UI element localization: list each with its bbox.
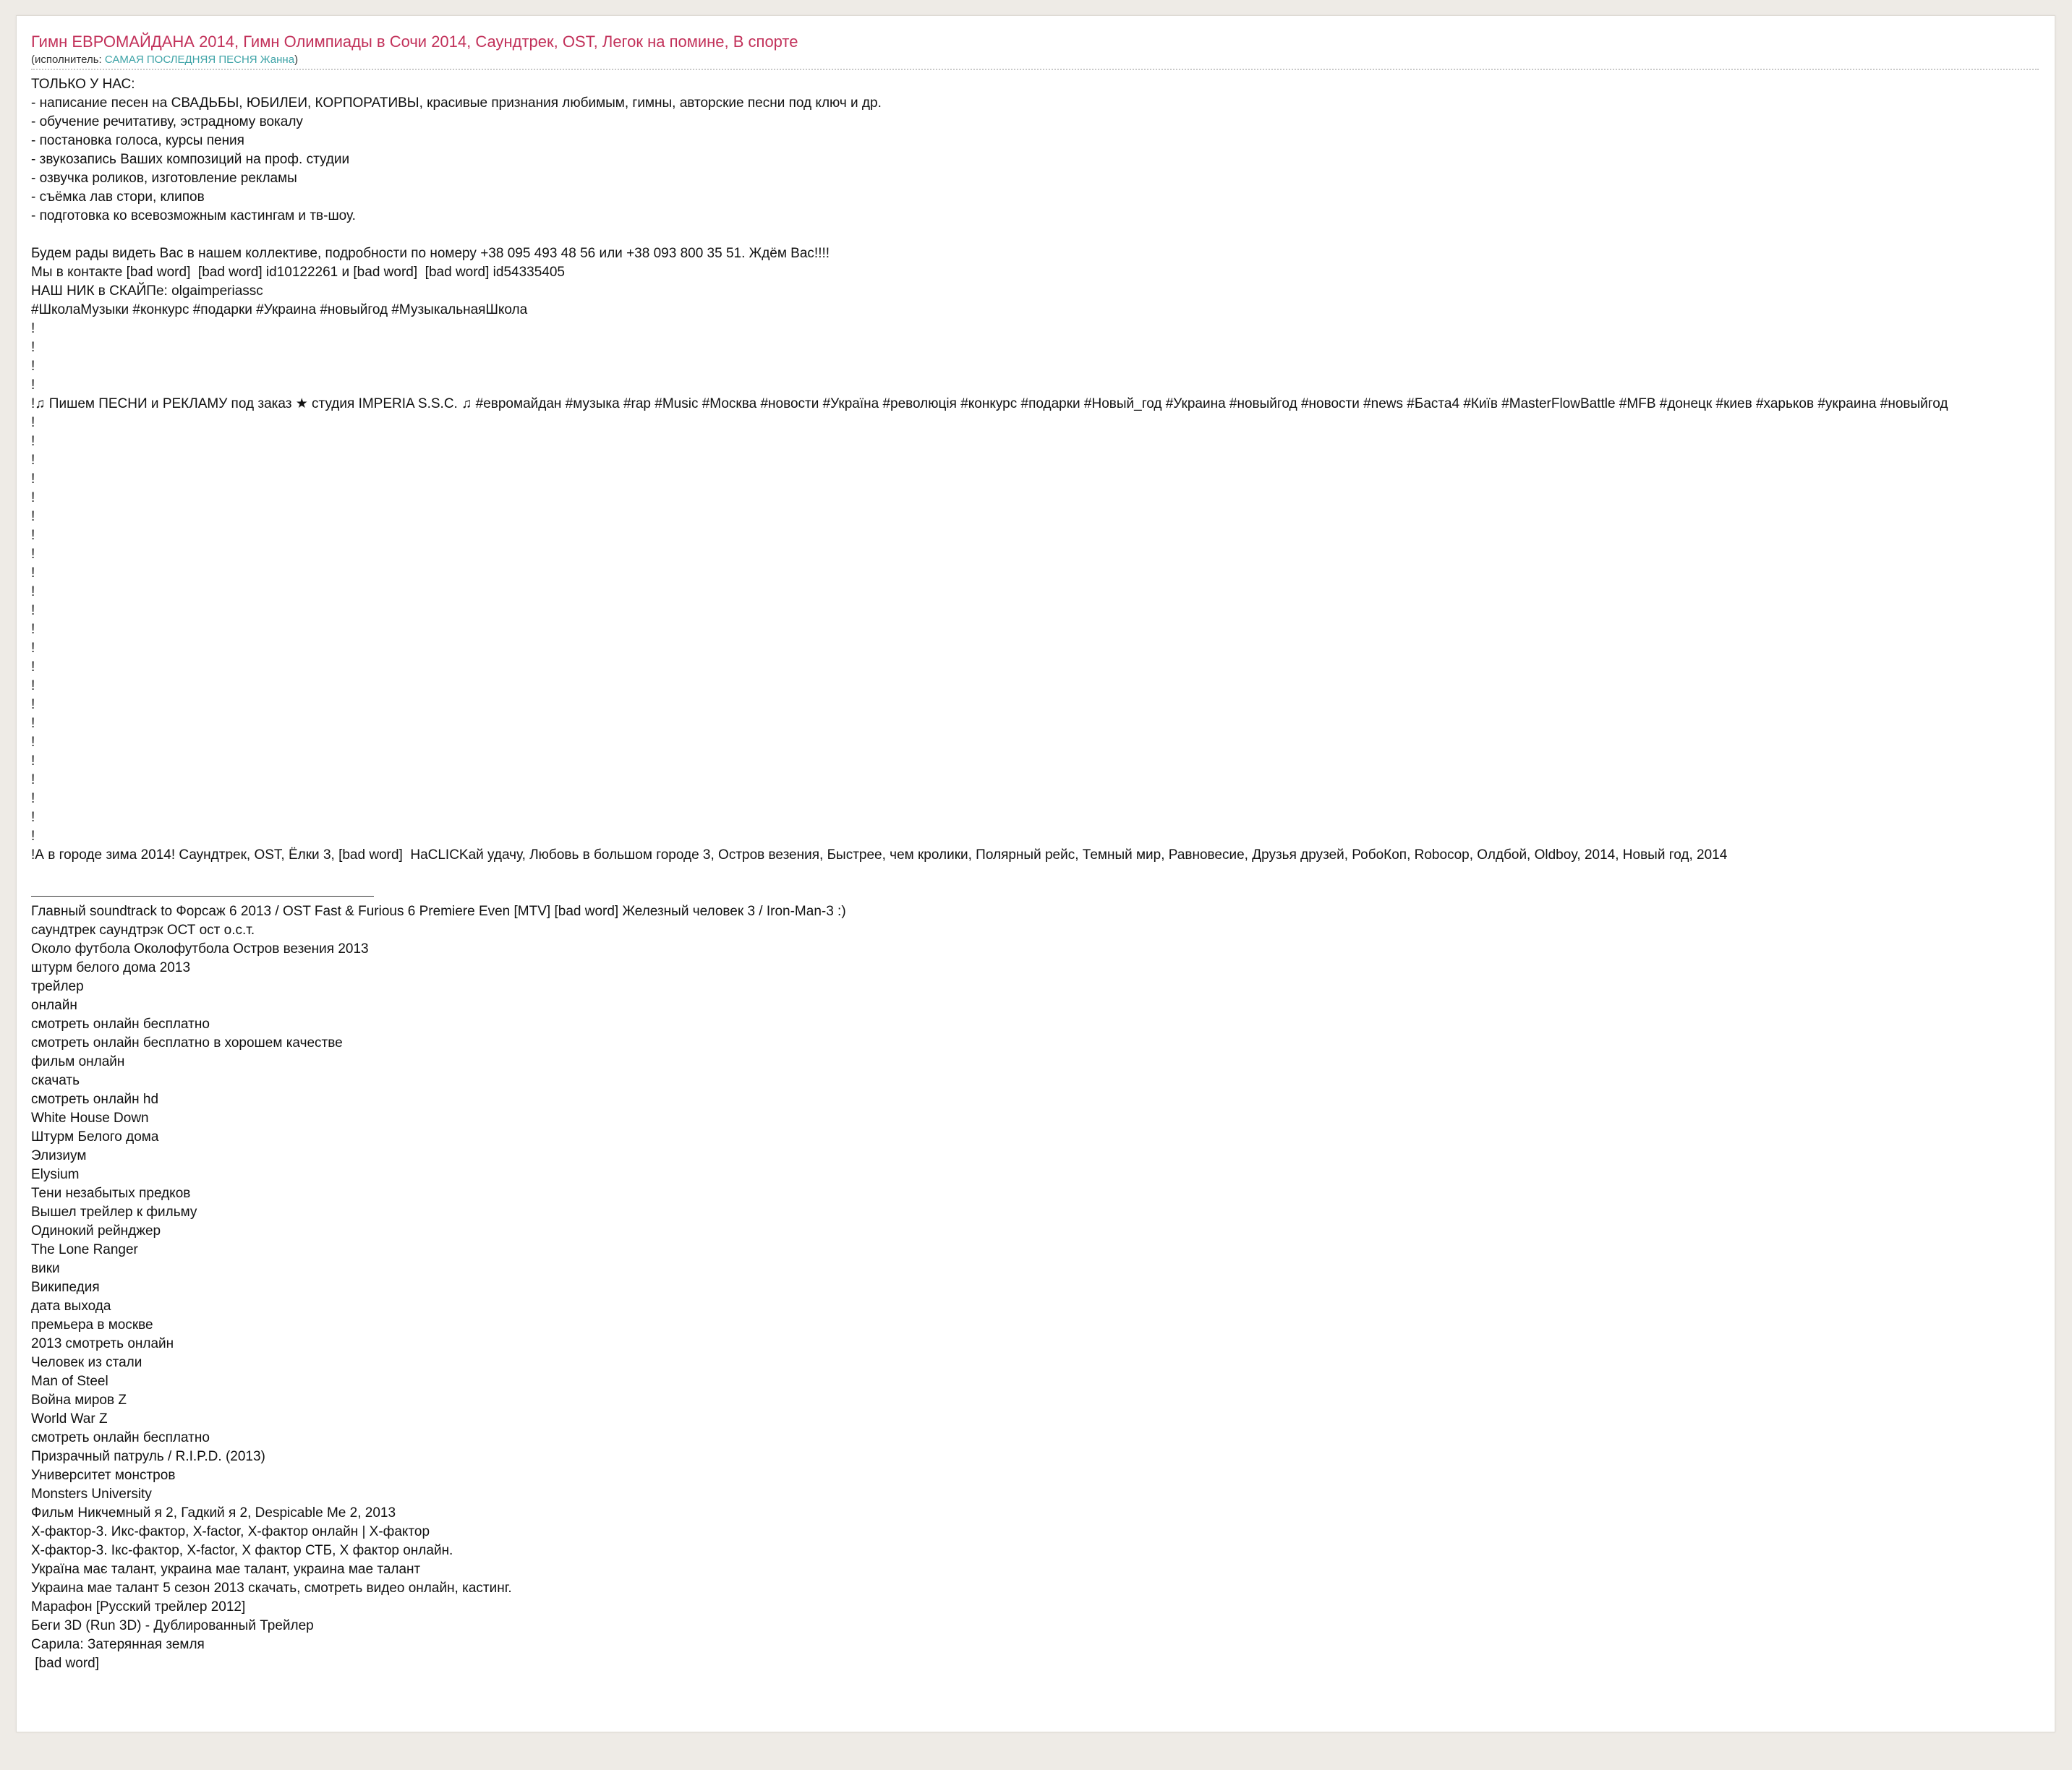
body-text-line (31, 865, 2055, 884)
body-text-line: ! (31, 490, 35, 505)
body-text-line: - постановка голоса, курсы пения (31, 133, 244, 148)
post-header (31, 31, 2039, 70)
body-text-line: Elysium (31, 1167, 80, 1182)
body-text-line: Около футбола Околофутбола Остров везения 2013 (31, 941, 369, 957)
body-text-line: ! (31, 528, 35, 543)
body-text-line: Україна має талант, украина мае талант, украина мае талант (31, 1562, 421, 1577)
body-text-line: - обучение речитативу, эстрадному вокалу (31, 114, 303, 129)
body-text-line: Штурм Белого дома (31, 1129, 159, 1145)
body-text-line: ! (31, 678, 35, 693)
body-text-line: Главный soundtrack to Форсаж 6 2013 / OST Fast & Furious 6 Premiere Even [MTV] [bad word] Железный человек 3 / Iron-Man-3 :) (31, 904, 846, 919)
performer-prefix: (исполнитель: (31, 54, 105, 66)
body-text-line: ! (31, 641, 35, 656)
body-text-line: ! (31, 340, 35, 355)
body-text-line: ! (31, 829, 35, 844)
body-text-line: штурм белого дома 2013 (31, 960, 191, 975)
post-title: Гимн ЕВРОМАЙДАНА 2014, Гимн Олимпиады в Сочи 2014, Саундтрек, OST, Легок на помине, В спорте (31, 33, 798, 51)
body-text-line: смотреть онлайн бесплатно в хорошем качестве (31, 1035, 343, 1051)
body-text-line: [bad word] (31, 1656, 99, 1671)
body-text-line: Война миров Z (31, 1393, 127, 1408)
body-text-line: ! (31, 509, 35, 524)
post-card (16, 15, 2055, 1732)
body-text-line: НАШ НИК в СКАЙПе: olgaimperiassc (31, 283, 263, 299)
body-text-line: ! (31, 603, 35, 618)
post-body (31, 75, 2055, 1673)
body-text-line: ! (31, 622, 35, 637)
body-text-line: Беги 3D (Run 3D) - Дублированный Трейлер (31, 1618, 314, 1633)
body-text-line: !А в городе зима 2014! Саундтрек, OST, Ёлки 3, [bad word] НаCLICKай удачу, Любовь в большом городе 3, Остров везения, Быстрее, чем кролики, Полярный рейс, Темный мир, Равновесие, Друзья друзей, РобоКоп, Robocop, Олдбой, Oldboy, 2014, Новый год, 2014 (31, 847, 1728, 863)
body-text-line: Фильм Никчемный я 2, Гадкий я 2, Despicable Me 2, 2013 (31, 1505, 396, 1521)
body-text-line (31, 226, 2055, 244)
body-text-line: Будем рады видеть Вас в нашем коллективе, подробности по номеру +38 095 493 48 56 или +38 093 800 35 51. Ждём Вас!!!! (31, 246, 830, 261)
underscore-divider (31, 884, 374, 897)
body-text-line: - написание песен на СВАДЬБЫ, ЮБИЛЕИ, КОРПОРАТИВЫ, красивые признания любимым, гимны, авторские песни под ключ и др. (31, 95, 882, 111)
body-text-line: смотреть онлайн бесплатно (31, 1017, 210, 1032)
separator-line (31, 884, 2055, 902)
body-text-line: ! (31, 716, 35, 731)
body-text-line: Х-фактор-3. Ікс-фактор, X-factor, Х фактор СТБ, Х фактор онлайн. (31, 1543, 453, 1558)
body-text-line: ! (31, 772, 35, 787)
body-text-line: - съёмка лав стори, клипов (31, 189, 205, 205)
body-text-line: Вышел трейлер к фильму (31, 1205, 197, 1220)
body-text-line: фильм онлайн (31, 1054, 125, 1069)
body-text-line: ! (31, 434, 35, 449)
body-text-line: Призрачный патруль / R.I.P.D. (2013) (31, 1449, 265, 1464)
body-text-line: ! (31, 547, 35, 562)
body-text-line: саундтрек саундтрэк ОСТ ост о.с.т. (31, 923, 255, 938)
body-text-line: Сарила: Затерянная земля (31, 1637, 205, 1652)
performer-suffix: ) (294, 54, 299, 66)
body-text-line: ! (31, 697, 35, 712)
body-text-line: премьера в москве (31, 1317, 153, 1333)
body-text-line: - звукозапись Ваших композиций на проф. студии (31, 152, 350, 167)
body-text-line: скачать (31, 1073, 80, 1088)
body-text-line: ! (31, 565, 35, 581)
body-text-line: 2013 смотреть онлайн (31, 1336, 174, 1351)
body-text-line: - озвучка роликов, изготовление рекламы (31, 171, 297, 186)
body-text-line: Украина мае талант 5 сезон 2013 скачать, смотреть видео онлайн, кастинг. (31, 1581, 512, 1596)
body-text-line: White House Down (31, 1111, 149, 1126)
body-text-line: ! (31, 753, 35, 769)
body-text-line: Элизиум (31, 1148, 87, 1163)
body-text-line: трейлер (31, 979, 84, 994)
body-text-line: ! (31, 453, 35, 468)
body-text-line: Человек из стали (31, 1355, 142, 1370)
performer-line (31, 53, 2039, 67)
body-text-line: ! (31, 584, 35, 599)
body-text-line: ! (31, 659, 35, 675)
body-text-line: Х-фактор-3. Икс-фактор, X-factor, Х-фактор онлайн | Х-фактор (31, 1524, 430, 1539)
body-text-line: Университет монстров (31, 1468, 176, 1483)
body-text-line: Monsters University (31, 1487, 152, 1502)
body-text-line: Мы в контакте [bad word] [bad word] id10122261 и [bad word] [bad word] id54335405 (31, 265, 566, 280)
body-text-line: World War Z (31, 1411, 108, 1427)
body-text-line: ! (31, 415, 35, 430)
body-text-line: дата выхода (31, 1299, 111, 1314)
body-text-line: ТОЛЬКО У НАС: (31, 77, 135, 92)
body-text-line: The Lone Ranger (31, 1242, 138, 1257)
body-text-line: смотреть онлайн бесплатно (31, 1430, 210, 1445)
body-text-line: ! (31, 359, 35, 374)
body-text-line: смотреть онлайн hd (31, 1092, 159, 1107)
body-text-line: Одинокий рейнджер (31, 1223, 161, 1239)
body-text-line: - подготовка ко всевозможным кастингам и тв-шоу. (31, 208, 356, 223)
performer-link[interactable]: САМАЯ ПОСЛЕДНЯЯ ПЕСНЯ Жанна (104, 54, 295, 66)
body-text-line: Википедия (31, 1280, 100, 1295)
body-text-line: ! (31, 471, 35, 487)
body-text-line: #ШколаМузыки #конкурс #подарки #Украина #новыйгод #МузыкальнаяШкола (31, 302, 528, 317)
body-text-line: онлайн (31, 998, 77, 1013)
body-text-line: ! (31, 791, 35, 806)
body-text-line: ! (31, 735, 35, 750)
body-text-line: вики (31, 1261, 60, 1276)
body-text-line: Марафон [Русский трейлер 2012] (31, 1599, 246, 1615)
body-text-line: ! (31, 810, 35, 825)
body-text-line: Man of Steel (31, 1374, 108, 1389)
body-text-line: ! (31, 321, 35, 336)
body-text-line: ! (31, 377, 35, 393)
body-text-line: !♫ Пишем ПЕСНИ и РЕКЛАМУ под заказ ★ студия IMPERIA S.S.C. ♫ #евромайдан #музыка #rap #Music #Москва #новости #Україна #революція #конкурс #подарки #Новый_год #Украина #новыйгод #новости #news #Баста4 #Київ #MasterFlowBattle #MFB #донецк #киев #харьков #украина #новыйгод (31, 396, 1948, 411)
body-text-line: Тени незабытых предков (31, 1186, 191, 1201)
